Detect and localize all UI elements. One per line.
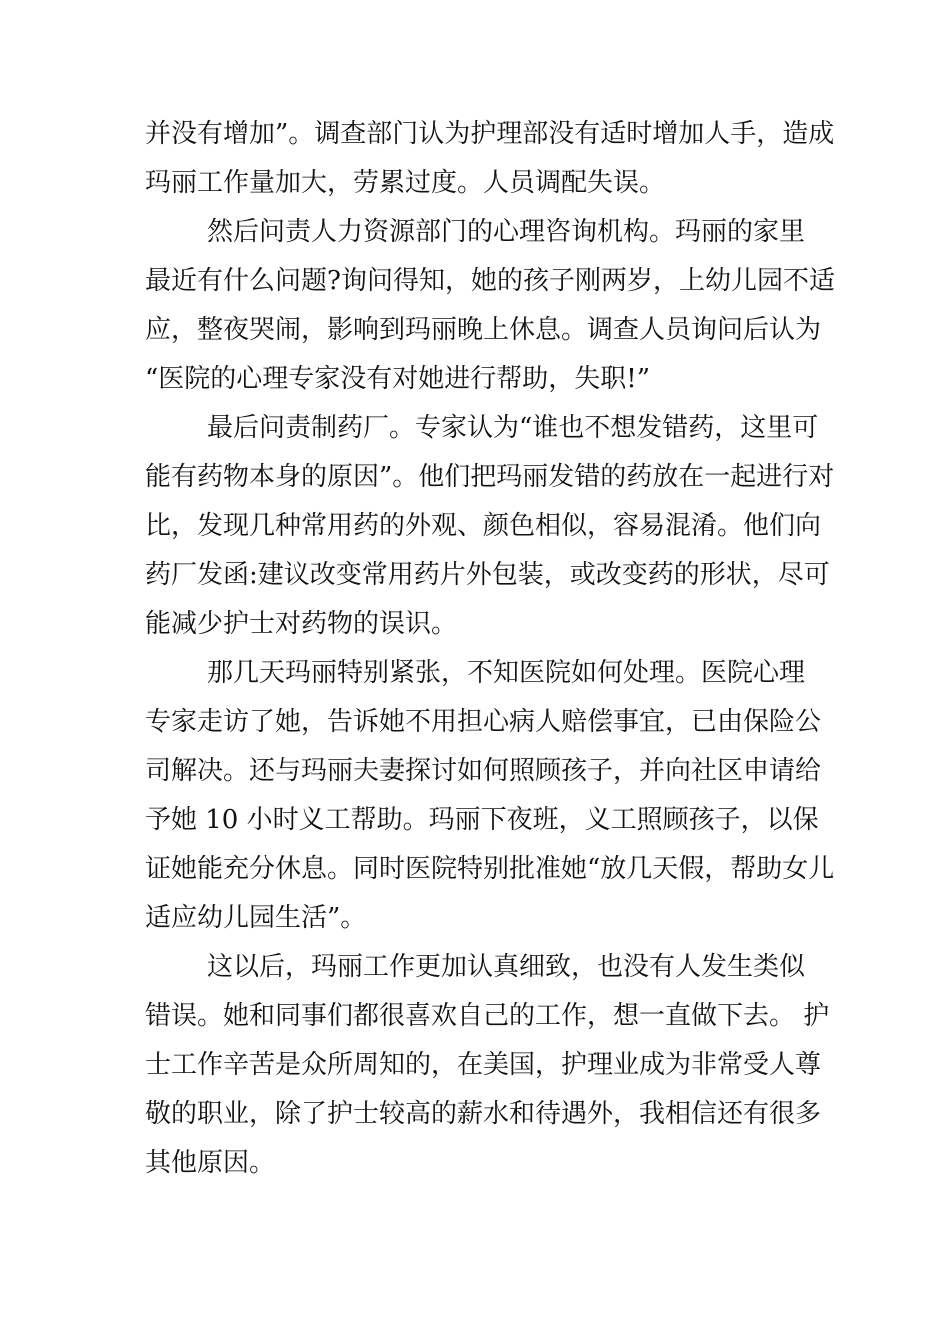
text-line: 应，整夜哭闹，影响到玛丽晚上休息。调查人员询问后认为 — [145, 315, 822, 345]
text-line: 这以后，玛丽工作更加认真细致，也没有人发生类似 — [207, 952, 806, 982]
text-line: 证她能充分休息。同时医院特别批准她“放几天假，帮助女儿 — [145, 854, 835, 884]
text-line: 其他原因。 — [145, 1148, 276, 1178]
text-line: 能减少护士对药物的误识。 — [145, 609, 458, 639]
text-line: 玛丽工作量加大，劳累过度。人员调配失误。 — [145, 168, 666, 198]
text-line: 士工作辛苦是众所周知的，在美国，护理业成为非常受人尊 — [145, 1050, 822, 1080]
text-line: 能有药物本身的原因”。他们把玛丽发错的药放在一起进行对 — [145, 462, 835, 492]
text-line: 予她 10 小时义工帮助。玛丽下夜班，义工照顾孩子，以保 — [145, 805, 819, 835]
text-line: 适应幼儿园生活”。 — [145, 903, 367, 933]
text-line: 错误。她和同事们都很喜欢自己的工作，想一直做下去。 护 — [145, 1001, 830, 1031]
text-line: 然后问责人力资源部门的心理咨询机构。玛丽的家里 — [207, 217, 806, 247]
text-line: 敬的职业，除了护士较高的薪水和待遇外，我相信还有很多 — [145, 1099, 822, 1129]
text-line: 最近有什么问题?询问得知，她的孩子刚两岁，上幼儿园不适 — [145, 266, 835, 296]
text-line: 最后问责制药厂。专家认为“谁也不想发错药，这里可 — [207, 413, 819, 443]
text-line: 那几天玛丽特别紧张，不知医院如何处理。医院心理 — [207, 658, 806, 688]
text-line: 专家走访了她，告诉她不用担心病人赔偿事宜，已由保险公 — [145, 707, 822, 737]
body-text — [145, 110, 835, 1188]
text-line: 司解决。还与玛丽夫妻探讨如何照顾孩子，并向社区申请给 — [145, 756, 822, 786]
text-line: “医院的心理专家没有对她进行帮助，失职!” — [145, 364, 651, 394]
text-line: 药厂发函:建议改变常用药片外包装，或改变药的形状，尽可 — [145, 560, 830, 590]
text-line: 并没有增加”。调查部门认为护理部没有适时增加人手，造成 — [145, 119, 835, 149]
text-line: 比，发现几种常用药的外观、颜色相似，容易混淆。他们向 — [145, 511, 822, 541]
